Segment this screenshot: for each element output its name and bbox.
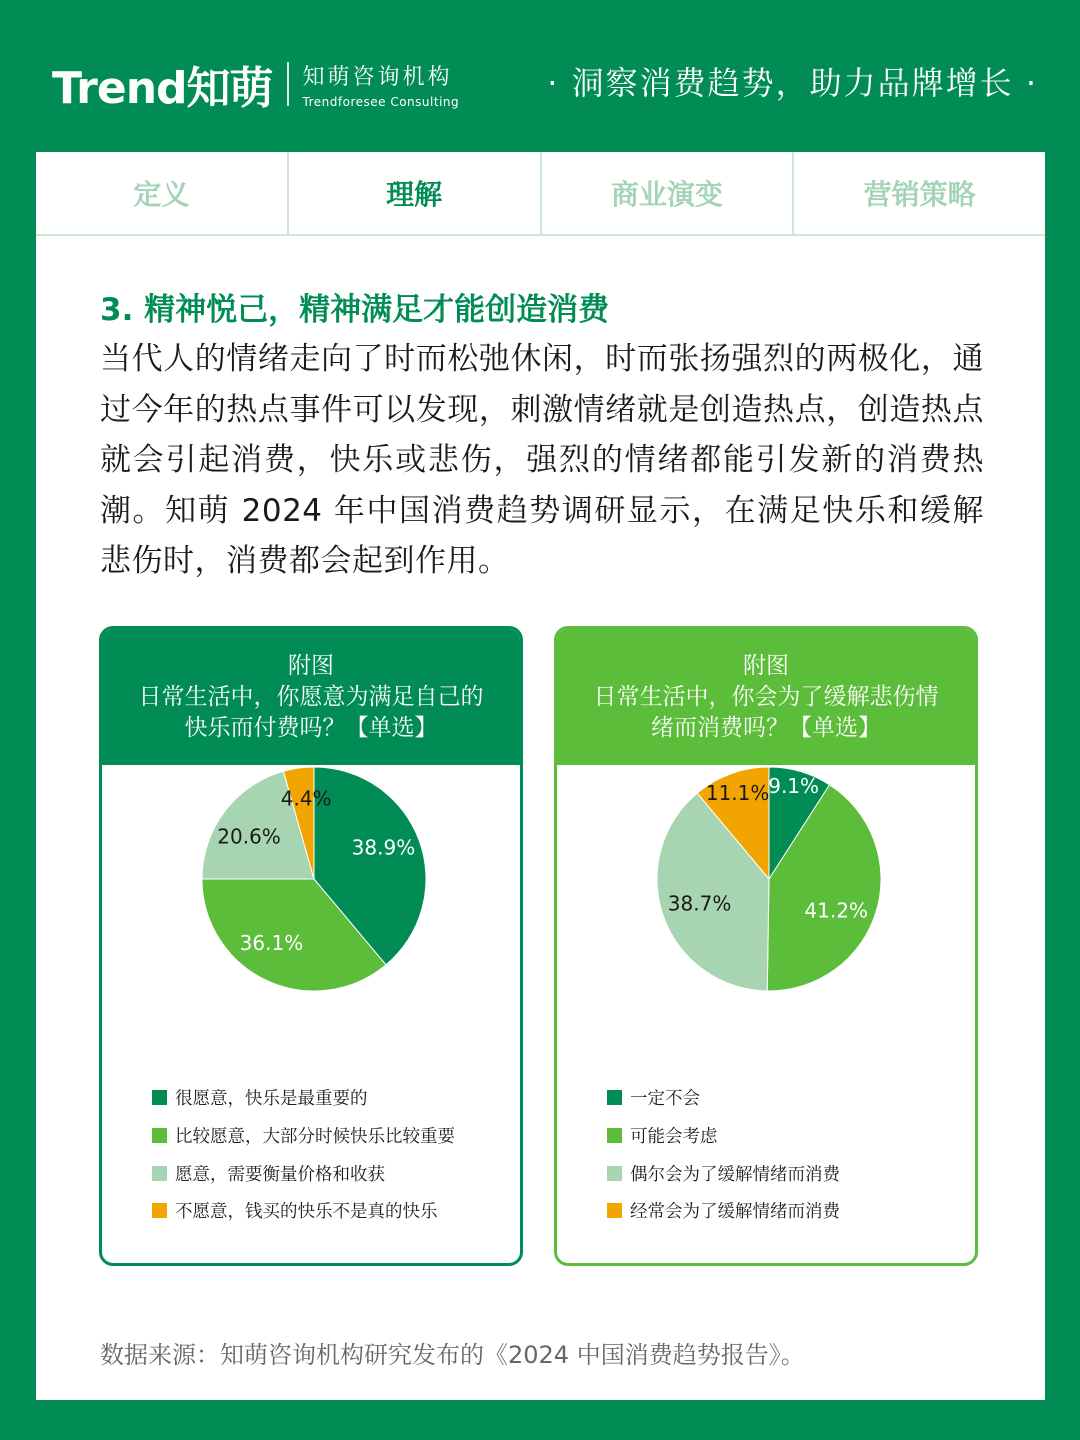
- chart-caption: 附图: [288, 652, 334, 679]
- legend-label: 一定不会: [630, 1089, 700, 1110]
- chart-legend: [607, 1079, 840, 1230]
- slice-value-label: 11.1%: [705, 780, 770, 805]
- legend-swatch: [152, 1166, 167, 1181]
- legend-item: [152, 1117, 455, 1155]
- legend-swatch: [607, 1166, 622, 1181]
- chart-card-sadness: [554, 626, 978, 1266]
- legend-label: 比较愿意，大部分时候快乐比较重要: [175, 1127, 455, 1148]
- logo-en-name: Trendforesee Consulting: [302, 94, 460, 109]
- logo-cn-name: 知萌咨询机构: [302, 64, 453, 90]
- legend-label: 经常会为了缓解情绪而消费: [630, 1202, 840, 1223]
- slice-value-label: 9.1%: [768, 774, 820, 799]
- tab-understanding[interactable]: 理解: [289, 152, 542, 234]
- legend-swatch: [607, 1090, 622, 1105]
- tab-marketing-strategy[interactable]: 营销策略: [863, 178, 976, 211]
- legend-label: 偶尔会为了缓解情绪而消费: [630, 1164, 840, 1185]
- logo-divider: [287, 62, 289, 106]
- slice-value-label: 38.9%: [351, 835, 416, 860]
- legend-item: [607, 1079, 840, 1117]
- content-panel: [36, 152, 1045, 1400]
- legend-label: 可能会考虑: [630, 1127, 718, 1148]
- tab-definition[interactable]: 定义: [36, 152, 289, 234]
- pie-chart-happiness: [102, 765, 520, 1075]
- chart-header: [557, 629, 975, 765]
- chart-legend: [152, 1079, 455, 1230]
- legend-swatch: [152, 1128, 167, 1143]
- chart-card-happiness: [99, 626, 523, 1266]
- legend-item: [152, 1079, 455, 1117]
- logo-wordmark: Trend知萌: [52, 63, 273, 114]
- slogan: · 洞察消费趋势，助力品牌增长 ·: [547, 64, 1038, 102]
- slice-value-label: 4.4%: [280, 786, 332, 811]
- chart-title: 日常生活中，你愿意为满足自己的快乐而付费吗？【单选】: [138, 683, 484, 741]
- legend-label: 不愿意，钱买的快乐不是真的快乐: [175, 1202, 438, 1223]
- legend-item: [152, 1154, 455, 1192]
- slice-value-label: 41.2%: [804, 898, 868, 923]
- legend-swatch: [607, 1203, 622, 1218]
- legend-label: 愿意，需要衡量价格和收获: [175, 1164, 385, 1185]
- legend-item: [152, 1192, 455, 1230]
- slice-value-label: 20.6%: [217, 824, 281, 849]
- legend-item: [607, 1154, 840, 1192]
- legend-swatch: [607, 1128, 622, 1143]
- body-paragraph: 当代人的情绪走向了时而松弛休闲，时而张扬强烈的两极化，通过今年的热点事件可以发现，刺激情绪就是创造热点，创造热点就会引起消费，快乐或悲伤，强烈的情绪都能引发新的消费热潮。知萌 2024 年中国消费趋势调研显示，在满足快乐和缓解悲伤时，消费都会起到作用。: [100, 341, 984, 579]
- legend-swatch: [152, 1090, 167, 1105]
- legend-label: 很愿意，快乐是最重要的: [175, 1089, 368, 1110]
- slice-value-label: 36.1%: [239, 930, 304, 955]
- legend-item: [607, 1192, 840, 1230]
- chart-header: [102, 629, 520, 765]
- header: [0, 0, 1080, 152]
- data-source-note: 数据来源：知萌咨询机构研究发布的《2024 中国消费趋势报告》。: [100, 1341, 805, 1369]
- chart-caption: 附图: [743, 652, 789, 679]
- tab-bar: [36, 152, 1045, 236]
- tab-business-evolution[interactable]: 商业演变: [542, 152, 795, 234]
- chart-title: 日常生活中，你会为了缓解悲伤情绪而消费吗？【单选】: [593, 683, 939, 741]
- section-title: 3. 精神悦己，精神满足才能创造消费: [100, 292, 610, 328]
- pie-chart-sadness: [557, 765, 975, 1075]
- brand-logo: [52, 52, 459, 116]
- slice-value-label: 38.7%: [667, 891, 732, 916]
- logo-subtitle: [303, 60, 460, 109]
- legend-swatch: [152, 1203, 167, 1218]
- legend-item: [607, 1117, 840, 1155]
